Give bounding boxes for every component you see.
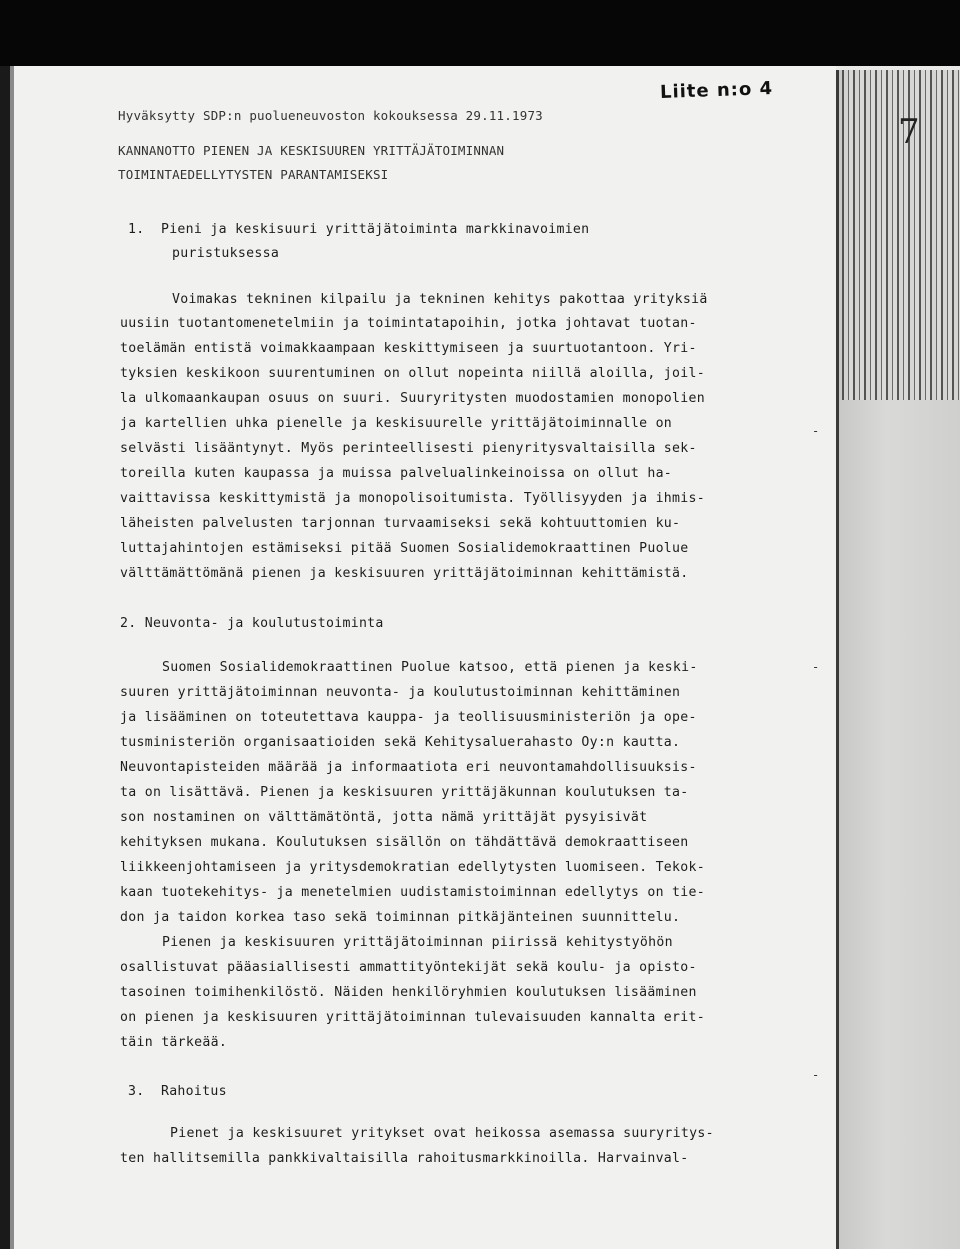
paragraph-line: ja lisääminen on toteutettava kauppa- ja teollisuusministeriön ja ope- — [120, 710, 697, 725]
section-1-heading: 1. Pieni ja keskisuuri yrittäjätoiminta markkinavoimien — [128, 222, 590, 237]
scan-top-border — [0, 0, 960, 66]
page-gutter — [836, 70, 839, 1249]
paragraph-line: Neuvontapisteiden määrää ja informaatiota eri neuvontamahdollisuuksis- — [120, 760, 697, 775]
paragraph-line: vaittavissa keskittymistä ja monopolisoitumista. Työllisyyden ja ihmis- — [120, 491, 706, 506]
paragraph-line: läheisten palvelusten tarjonnan turvaamiseksi sekä kohtuuttomien ku- — [120, 516, 681, 531]
paragraph-line: luttajahintojen estämiseksi pitää Suomen Sosialidemokraattinen Puolue — [120, 541, 689, 556]
paragraph-line: tyksien keskikoon suurentuminen on ollut nopeinta niillä aloilla, joil- — [120, 366, 706, 381]
handwritten-annotation: Liite n:o 4 — [659, 78, 774, 103]
paragraph-line: Pienet ja keskisuuret yritykset ovat heikossa asemassa suuryritys- — [170, 1126, 714, 1141]
margin-dash: - — [812, 660, 820, 674]
document-page — [14, 66, 836, 1249]
document-title-line1: KANNANOTTO PIENEN JA KESKISUUREN YRITTÄJÄTOIMINNAN — [118, 143, 505, 158]
paragraph-line: uusiin tuotantomenetelmiin ja toimintatapoihin, jotka johtavat tuotan- — [120, 316, 697, 331]
paragraph-line: kaan tuotekehitys- ja menetelmien uudistamistoiminnan edellytys on tie- — [120, 885, 706, 900]
margin-dash: - — [812, 424, 820, 438]
paragraph-line: osallistuvat pääasiallisesti ammattityöntekijät sekä koulu- ja opisto- — [120, 960, 697, 975]
paragraph-line: Pienen ja keskisuuren yrittäjätoiminnan piirissä kehitystyöhön — [162, 935, 673, 950]
paragraph-line: son nostaminen on välttämätöntä, jotta nämä yrittäjät pysyisivät — [120, 810, 648, 825]
next-page-mark: 7 — [898, 112, 920, 152]
paragraph-line: täin tärkeää. — [120, 1035, 228, 1050]
section-1-heading-cont: puristuksessa — [172, 246, 280, 261]
paragraph-line: tusministeriön organisaatioiden sekä Kehitysaluerahasto Oy:n kautta. — [120, 735, 681, 750]
paragraph-line: toreilla kuten kaupassa ja muissa palvelualinkeinoissa on ollut ha- — [120, 466, 673, 481]
paragraph-line: Suomen Sosialidemokraattinen Puolue katsoo, että pienen ja keski- — [162, 660, 698, 675]
approval-line: Hyväksytty SDP:n puolueneuvoston kokouksessa 29.11.1973 — [118, 108, 543, 123]
section-2-heading: 2. Neuvonta- ja koulutustoiminta — [120, 616, 384, 631]
paragraph-line: selvästi lisääntynyt. Myös perinteellisesti pienyritysvaltaisilla sek- — [120, 441, 697, 456]
paragraph-line: la ulkomaankaupan osuus on suuri. Suuryritysten muodostamien monopolien — [120, 391, 706, 406]
paragraph-line: Voimakas tekninen kilpailu ja tekninen kehitys pakottaa yrityksiä — [172, 292, 708, 307]
paragraph-line: ja kartellien uhka pienelle ja keskisuurelle yrittäjätoiminnalle on — [120, 416, 673, 431]
paragraph-line: ten hallitsemilla pankkivaltaisilla rahoitusmarkkinoilla. Harvainval- — [120, 1151, 689, 1166]
paragraph-line: toelämän entistä voimakkaampaan keskittymiseen ja suurtuotantoon. Yri- — [120, 341, 697, 356]
paragraph-line: välttämättömänä pienen ja keskisuuren yrittäjätoiminnan kehittämistä. — [120, 566, 689, 581]
paragraph-line: liikkeenjohtamiseen ja yritysdemokratian edellytysten luomiseen. Tekok- — [120, 860, 706, 875]
paragraph-line: on pienen ja keskisuuren yrittäjätoiminnan tulevaisuuden kannalta erit- — [120, 1010, 706, 1025]
margin-dash: - — [812, 1068, 820, 1082]
paragraph-line: suuren yrittäjätoiminnan neuvonta- ja koulutustoiminnan kehittäminen — [120, 685, 681, 700]
scan-left-border — [0, 66, 10, 1249]
paragraph-line: don ja taidon korkea taso sekä toiminnan pitkäjänteinen suunnittelu. — [120, 910, 681, 925]
paragraph-line: ta on lisättävä. Pienen ja keskisuuren yrittäjäkunnan koulutuksen ta- — [120, 785, 689, 800]
paragraph-line: tasoinen toimihenkilöstö. Näiden henkilöryhmien koulutuksen lisääminen — [120, 985, 697, 1000]
document-title-line2: TOIMINTAEDELLYTYSTEN PARANTAMISEKSI — [118, 167, 389, 182]
section-3-heading: 3. Rahoitus — [128, 1084, 227, 1099]
paragraph-line: kehityksen mukana. Koulutuksen sisällön on tähdättävä demokraattiseen — [120, 835, 689, 850]
